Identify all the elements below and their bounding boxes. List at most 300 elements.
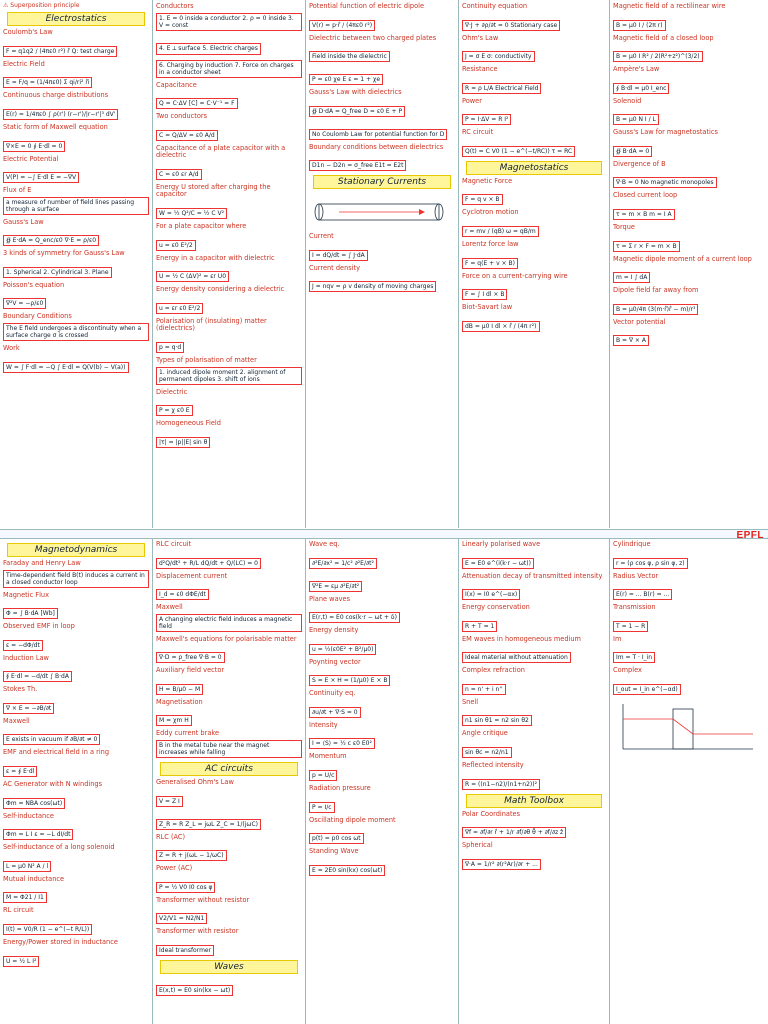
section-title: Polar Coordinates — [462, 809, 521, 818]
formula-section — [613, 573, 765, 602]
section-title: Energy/Power stored in inductance — [3, 937, 118, 946]
formula-box: E(x,t) = E0 sin(kx − ωt) — [156, 985, 233, 996]
section-title: Attenuation decay of transmitted intensity — [462, 571, 603, 580]
section-title: Radiation pressure — [309, 784, 371, 793]
formula-section — [309, 233, 455, 262]
section-list — [309, 233, 455, 293]
section-title: Faraday and Henry Law — [3, 559, 81, 567]
formula-box: P = ε0 χe E ε = 1 + χe — [309, 74, 383, 85]
banner-waves: Waves — [160, 960, 298, 974]
formula-box: ∇·J + ∂ρ/∂t = 0 Stationary case — [462, 20, 560, 31]
section-title: Ampère's Law — [613, 65, 660, 74]
formula-box: L = μ0 N² A / l — [3, 861, 51, 872]
formula-section — [613, 604, 765, 633]
formula-box: A changing electric field induces a magnetic field — [156, 614, 302, 632]
column-conductors — [153, 0, 306, 528]
formula-box: E = E0 e^(i(k·r − ωt)) — [462, 558, 534, 569]
formula-box: p = U/c — [309, 770, 337, 781]
section-title: Standing Wave — [309, 847, 359, 856]
formula-section — [309, 817, 455, 846]
formula-section — [462, 129, 606, 158]
banner-stationary-currents: Stationary Currents — [313, 175, 451, 189]
formula-box: D1n − D2n = σ_free E1t = E2t — [309, 160, 406, 171]
formula-section — [462, 762, 606, 791]
section-title: Boundary conditions between dielectrics — [309, 142, 444, 151]
section-title: AC Generator with N windings — [3, 780, 103, 789]
formula-box: F = q v × B — [462, 194, 503, 205]
formula-box: B = μ0 N I / L — [613, 114, 659, 125]
formula-box: ∇²E = εμ ∂²E/∂t² — [309, 581, 362, 592]
formula-section — [3, 781, 149, 810]
formula-box: ε = −dΦ/dt — [3, 640, 43, 651]
section-title: Intensity — [309, 720, 338, 729]
formula-section — [156, 145, 302, 181]
section-title: Magnetic dipole moment of a current loop — [613, 254, 752, 263]
section-title: Continuity eq. — [309, 689, 356, 698]
formula-box: P = ½ V0 I0 cos φ — [156, 882, 215, 893]
column-optics — [459, 538, 610, 1024]
formula-box: ∮ B·dl = μ0 I_enc — [613, 83, 669, 94]
column-coordinates — [610, 538, 768, 1024]
formula-section — [309, 66, 455, 86]
formula-box: ∇f = ∂f/∂r r̂ + 1/r ∂f/∂θ θ̂ + ∂f/∂z ẑ — [462, 827, 566, 838]
column-currents — [459, 0, 610, 528]
section-title: Current — [309, 232, 334, 241]
formula-section — [156, 255, 302, 284]
formula-box: r = (ρ cos φ, ρ sin φ, z) — [613, 558, 688, 569]
formula-section — [613, 287, 765, 316]
formula-section — [156, 699, 302, 728]
formula-box: W = ½ Q²/C = ½ C V² — [156, 208, 227, 219]
formula-box: Z = R + j(ωL − 1/ωC) — [156, 850, 227, 861]
section-list — [462, 541, 606, 791]
formula-section — [3, 907, 149, 936]
section-title: Lorentz force law — [462, 240, 519, 249]
section-title: Stokes Th. — [3, 685, 38, 694]
section-title: For a plate capacitor where — [156, 222, 247, 231]
section-title: Self-inductance — [3, 811, 54, 820]
formula-box: H = B/μ0 − M — [156, 684, 203, 695]
section-title: Solenoid — [613, 96, 642, 105]
section-title: Dipole field far away from — [613, 286, 699, 295]
section-title: EM waves in homogeneous medium — [462, 634, 581, 643]
formula-box: ∮ E·dl = −d/dt ∫ B·dA — [3, 671, 72, 682]
formula-box: Ideal material without attenuation — [462, 652, 571, 663]
section-title: Observed EMF in loop — [3, 622, 75, 631]
formula-section — [462, 811, 606, 840]
formula-section — [309, 722, 455, 751]
formula-section — [462, 209, 606, 238]
formula-box: r = mv / (qB) ω = qB/m — [462, 226, 539, 237]
section-title: Divergence of B — [613, 159, 666, 168]
formula-section — [309, 265, 455, 294]
formula-box: C = ε0 εr A/d — [156, 169, 202, 180]
column-dielectrics — [306, 0, 459, 528]
formula-box: u = ½(ε0E² + B²/μ0) — [309, 644, 376, 655]
formula-section — [613, 224, 765, 253]
formula-section — [309, 121, 455, 141]
formula-section — [309, 690, 455, 719]
formula-box: I_d = ε0 dΦE/dt — [156, 589, 209, 600]
formula-section — [613, 161, 765, 190]
formula-section — [156, 420, 302, 449]
section-list — [156, 3, 302, 449]
formula-box: F = q1q2 / (4πε0 r²) r̂ Q: test charge — [3, 46, 117, 57]
section-title: Current density — [309, 263, 361, 272]
formula-box: Φm = L I ε = −L dI/dt — [3, 829, 73, 840]
formula-section — [156, 3, 302, 32]
formula-box: P = I·ΔV = R I² — [462, 114, 511, 125]
formula-section — [3, 29, 149, 58]
formula-box: ∂u/∂t + ∇·S = 0 — [309, 707, 361, 718]
formula-box: V(P) = −∫ E·dl E = −∇V — [3, 172, 79, 183]
formula-section — [613, 636, 765, 665]
formula-section — [156, 977, 302, 997]
formula-section — [309, 35, 455, 64]
section-title: Conductors — [156, 2, 194, 10]
formula-box: Ideal transformer — [156, 945, 214, 956]
banner-magnetodynamics: Magnetodynamics — [7, 543, 145, 557]
section-title: Transformer without resistor — [156, 895, 250, 904]
section-title: Dielectric between two charged plates — [309, 33, 437, 42]
section-list — [462, 811, 606, 871]
formula-section — [156, 82, 302, 111]
section-title: Types of polarisation of matter — [156, 355, 257, 364]
formula-section — [156, 834, 302, 863]
section-list — [156, 779, 302, 957]
formula-box: J = σ E σ: conductivity — [462, 51, 535, 62]
formula-section — [613, 98, 765, 127]
section-title: Biot-Savart law — [462, 303, 513, 312]
section-title: Capacitance of a plate capacitor with a dielectric — [156, 143, 286, 160]
section-title: Gauss's Law for magnetostatics — [613, 128, 718, 137]
section-list — [156, 977, 302, 997]
formula-section — [156, 184, 302, 220]
section-title: Complex refraction — [462, 666, 525, 675]
section-title: Power (AC) — [156, 864, 193, 873]
formula-section — [156, 286, 302, 315]
formula-section — [309, 144, 455, 173]
formula-section — [309, 3, 455, 32]
formula-section — [3, 156, 149, 185]
banner-math-toolbox: Math Toolbox — [466, 794, 602, 808]
formula-section — [3, 61, 149, 90]
formula-box: E(r,t) = E0 cos(k·r − ωt + δ) — [309, 612, 400, 623]
formula-box: ∂²E/∂x² = 1/c² ∂²E/∂t² — [309, 558, 377, 569]
formula-section — [613, 66, 765, 95]
section-title: Force on a current-carrying wire — [462, 271, 568, 280]
section-title: RC circuit — [462, 128, 494, 137]
banner-magnetostatics: Magnetostatics — [466, 161, 602, 175]
section-title: Homogeneous Field — [156, 419, 221, 428]
section-list — [309, 3, 455, 172]
formula-box: Time-dependent field B(t) induces a current in a closed conductor loop — [3, 570, 149, 588]
formula-box: U = ½ C (ΔV)² = εr U0 — [156, 271, 229, 282]
formula-section — [3, 219, 149, 248]
formula-box: E exists in vacuum if ∂B/∂t ≠ 0 — [3, 734, 100, 745]
wire-sketch — [309, 192, 454, 232]
formula-section — [3, 655, 149, 684]
section-title: Mutual inductance — [3, 874, 65, 883]
section-title: Energy conservation — [462, 603, 530, 612]
section-title: Complex — [613, 666, 642, 675]
formula-box: 4. E ⟂ surface 5. Electric charges — [156, 43, 261, 55]
formula-box: n = n' + i n'' — [462, 684, 506, 695]
section-title: Static form of Maxwell equation — [3, 122, 108, 131]
formula-box: I(t) = V0/R (1 − e^(−t R/L)) — [3, 924, 92, 935]
formula-section — [309, 573, 455, 593]
section-title: Polarisation of (insulating) matter (dielectrics) — [156, 316, 267, 333]
formula-box: ∯ D·dA = Q_free D = ε0 E + P — [309, 106, 405, 117]
section-list — [462, 3, 606, 158]
section-title: Poisson's equation — [3, 280, 65, 289]
section-title: Im — [613, 634, 622, 643]
formula-box: a measure of number of field lines passing through a surface — [3, 197, 149, 215]
formula-box: Φ = ∫ B·dA [Wb] — [3, 608, 58, 619]
section-title: Radius Vector — [613, 571, 659, 580]
section-title: Linearly polarised wave — [462, 540, 541, 548]
formula-section — [462, 35, 606, 64]
banner-electrostatics: Electrostatics — [7, 12, 145, 26]
formula-section — [309, 596, 455, 625]
formula-section — [462, 98, 606, 127]
formula-section — [156, 730, 302, 759]
formula-section — [3, 187, 149, 216]
formula-section — [3, 250, 149, 279]
formula-box: p = q·d — [156, 342, 184, 353]
bottom-half — [0, 538, 768, 1024]
formula-box: I_out = I_in e^(−αd) — [613, 684, 681, 695]
formula-box: No Coulomb Law for potential function for D — [309, 129, 447, 140]
formula-section — [156, 541, 302, 570]
column-maxwell — [153, 538, 306, 1024]
formula-section — [3, 345, 149, 374]
section-title: Reflected intensity — [462, 761, 524, 770]
formula-box: W = ∫ F·dl = −Q ∫ E·dl = Q(V(b) − V(a)) — [3, 362, 129, 373]
formula-box: ∯ B·dA = 0 — [613, 146, 652, 157]
formula-section — [3, 92, 149, 121]
formula-box: u = ε0 E²/2 — [156, 240, 196, 251]
formula-box: U = ½ L I² — [3, 956, 39, 967]
formula-section — [462, 667, 606, 696]
formula-box: 1. E = 0 inside a conductor 2. ρ = 0 inside 3. V = const — [156, 13, 302, 31]
formula-box: B = μ0 I R² / 2(R²+z²)^(3/2) — [613, 51, 703, 62]
formula-box: 1. Spherical 2. Cylindrical 3. Plane — [3, 267, 112, 278]
formula-box: 1. induced dipole moment 2. alignment of permanent dipoles 3. shift of ions — [156, 367, 302, 385]
formula-box: R = ρ L/A Electrical Field — [462, 83, 541, 94]
section-title: Maxwell — [3, 716, 30, 725]
formula-box: ∇×E = 0 ∮ E·dl = 0 — [3, 141, 65, 152]
formula-section — [156, 35, 302, 56]
section-title: Electric Potential — [3, 154, 59, 163]
formula-section — [156, 113, 302, 142]
formula-box: V(r) = p·r̂ / (4πε0 r²) — [309, 20, 375, 31]
formula-box: T = 1 − R — [613, 621, 648, 632]
formula-section — [462, 3, 606, 32]
section-list — [156, 541, 302, 759]
formula-box: ∇·D = ρ_free ∇·B = 0 — [156, 652, 225, 663]
section-title: Magnetic Force — [462, 176, 513, 185]
section-title: Electric Field — [3, 59, 45, 68]
formula-section — [462, 604, 606, 633]
formula-box: p(t) = p0 cos ωt — [309, 833, 364, 844]
formula-section — [462, 304, 606, 333]
section-title: Boundary Conditions — [3, 312, 72, 321]
formula-box: τ = Σ r × F = m × B — [613, 241, 680, 252]
formula-box: B = μ0/4π (3(m·r̂)r̂ − m)/r³ — [613, 304, 698, 315]
section-title: Energy U stored after charging the capacitor — [156, 182, 271, 199]
formula-box: Field inside the dielectric — [309, 51, 390, 62]
formula-section — [3, 313, 149, 342]
formula-box: The E field undergoes a discontinuity when a surface charge σ is crossed — [3, 323, 149, 341]
formula-section — [613, 129, 765, 158]
formula-section — [462, 241, 606, 270]
formula-section — [613, 3, 765, 32]
section-title: Angle critique — [462, 729, 508, 738]
formula-box: ∇·A = 1/r² ∂(r²Ar)/∂r + ... — [462, 859, 541, 870]
formula-box: B in the metal tube near the magnet increases while falling — [156, 740, 302, 758]
formula-section — [3, 282, 149, 311]
formula-section — [3, 623, 149, 652]
formula-section — [309, 541, 455, 570]
section-title: Snell — [462, 697, 479, 706]
section-title: Continuous charge distributions — [3, 91, 109, 100]
formula-box: ∇·B = 0 No magnetic monopoles — [613, 177, 717, 188]
section-title: RLC (AC) — [156, 832, 186, 841]
section-title: Displacement current — [156, 571, 228, 580]
banner-ac-circuits: AC circuits — [160, 762, 298, 776]
column-magnetodynamics — [0, 538, 153, 1024]
formula-box: M = Φ21 / I1 — [3, 892, 47, 903]
section-list — [462, 178, 606, 333]
section-title: Magnetic Flux — [3, 590, 49, 599]
section-title: Generalised Ohm's Law — [156, 778, 234, 787]
section-list — [3, 29, 149, 373]
formula-box: Q = C·ΔV [C] = C·V⁻¹ = F — [156, 98, 238, 109]
formula-section — [613, 667, 765, 696]
section-title: Coulomb's Law — [3, 28, 53, 37]
section-title: Torque — [613, 223, 635, 232]
formula-box: E(r) = ... B(r) = ... — [613, 589, 672, 600]
formula-section — [613, 192, 765, 221]
formula-box: Z_R = R Z_L = jωL Z_C = 1/(jωC) — [156, 819, 261, 830]
formula-box: R = ((n1−n2)/(n1+n2))² — [462, 779, 540, 790]
section-title: Self-inductance of a long solenoid — [3, 843, 115, 852]
formula-section — [613, 35, 765, 64]
section-title: Work — [3, 343, 20, 352]
formula-box: I = ⟨S⟩ = ½ c ε0 E0² — [309, 738, 375, 749]
formula-box: ∇²V = −ρ/ε0 — [3, 298, 46, 309]
formula-section — [3, 813, 149, 842]
section-list — [309, 541, 455, 877]
section-title: Energy density — [309, 626, 359, 635]
formula-box: F = q(E + v × B) — [462, 258, 518, 269]
formula-box: m = I ∫ dA — [613, 272, 650, 283]
formula-section — [156, 59, 302, 79]
formula-box: n1 sin θ1 = n2 sin θ2 — [462, 715, 532, 726]
formula-box: V2/V1 = N2/N1 — [156, 913, 207, 924]
formula-section — [462, 178, 606, 207]
column-electrostatics — [0, 0, 153, 528]
formula-box: V = Z I — [156, 796, 183, 807]
formula-box: d²Q/dt² + R/L dQ/dt + Q/(LC) = 0 — [156, 558, 261, 569]
section-title: Gauss's Law — [3, 217, 44, 226]
formula-section — [156, 811, 302, 831]
formula-box: I(x) = I0 e^(−αx) — [462, 589, 520, 600]
formula-section — [309, 89, 455, 118]
formula-section — [3, 718, 149, 747]
section-title: Resistance — [462, 65, 498, 74]
formula-box: M = χm H — [156, 715, 192, 726]
formula-section — [3, 592, 149, 621]
section-title: Magnetisation — [156, 697, 203, 706]
formula-section — [309, 627, 455, 656]
section-title: Closed current loop — [613, 191, 678, 200]
formula-box: S = E × H = (1/μ0) E × B — [309, 675, 390, 686]
section-title: RLC circuit — [156, 540, 192, 548]
section-title: Cyclotron motion — [462, 208, 519, 217]
formula-section — [3, 686, 149, 715]
formula-section — [156, 636, 302, 665]
formula-box: E = 2E0 sin(kx) cos(ωt) — [309, 865, 385, 876]
section-list — [3, 560, 149, 968]
formula-section — [462, 842, 606, 871]
formula-box: ε = ∮ E·dl — [3, 766, 37, 777]
formula-box: |τ| = |p||E| sin θ — [156, 437, 210, 448]
formula-box: Φm = NBA cos(ωt) — [3, 798, 65, 809]
formula-box: ∯ E·dA = Q_enc/ε0 ∇·E = ρ/ε0 — [3, 235, 99, 246]
section-title: Eddy current brake — [156, 729, 219, 738]
formula-section — [156, 223, 302, 252]
section-title: RL circuit — [3, 906, 34, 915]
section-title: Poynting vector — [309, 657, 361, 666]
formula-section — [3, 124, 149, 153]
formula-section — [156, 573, 302, 602]
section-title: Plane waves — [309, 594, 351, 603]
formula-section — [3, 844, 149, 873]
section-title: Transformer with resistor — [156, 927, 239, 936]
formula-section — [3, 749, 149, 778]
formula-section — [309, 785, 455, 814]
section-title: Power — [462, 96, 482, 105]
section-title: Flux of E — [3, 186, 32, 195]
section-title: EMF and electrical field in a ring — [3, 748, 110, 757]
section-title: Spherical — [462, 841, 493, 850]
formula-section — [309, 659, 455, 688]
formula-section — [3, 560, 149, 589]
formula-box: E = F/q = (1/4πε0) Σ qi/ri² r̂i — [3, 77, 92, 88]
formula-box: P = χ ε0 E — [156, 405, 193, 416]
section-title: Magnetic field of a rectilinear wire — [613, 2, 726, 10]
section-title: Maxwell's equations for polarisable matter — [156, 634, 297, 643]
formula-box: ∇ × E = −∂B/∂t — [3, 703, 54, 714]
epfl-logo: EPFL — [736, 530, 764, 541]
formula-box: F = ∫ I dl × B — [462, 289, 507, 300]
formula-section — [156, 604, 302, 633]
section-title: Energy in a capacitor with dielectric — [156, 253, 275, 262]
formula-section — [462, 699, 606, 728]
formula-box: C = Q/ΔV = ε0 A/d — [156, 130, 218, 141]
section-title: Potential function of electric dipole — [309, 2, 425, 10]
formula-box: Q(t) = C V0 (1 − e^(−t/RC)) τ = RC — [462, 146, 575, 157]
transmission-sketch — [613, 699, 763, 759]
section-title: 3 kinds of symmetry for Gauss's Law — [3, 249, 125, 258]
formula-section — [3, 939, 149, 968]
formula-box: dB = μ0 I dl × r̂ / (4π r²) — [462, 321, 540, 332]
section-title: Capacitance — [156, 80, 197, 89]
formula-section — [156, 318, 302, 354]
formula-section — [156, 865, 302, 894]
